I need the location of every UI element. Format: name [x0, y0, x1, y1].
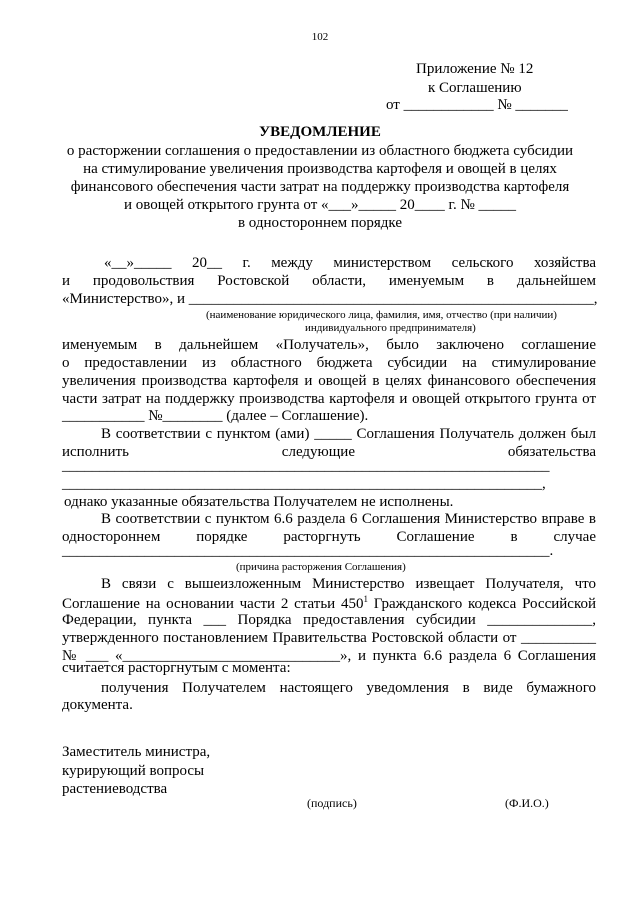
title-line-5: в одностороннем порядке	[237, 215, 403, 231]
intro-line-3: «Министерство», и ______________________________________________________,	[62, 291, 598, 307]
intro-line-1: «__»_____ 20__ г. между министерством сельского хозяйства	[104, 255, 596, 271]
reason-field: _________________________________________________________________.	[62, 543, 554, 559]
signatory-title-2: курирующий вопросы	[62, 763, 205, 779]
signature-label: (подпись)	[307, 796, 357, 810]
para4-line-5: № ___ «_____________________________», и пункта 6.6 раздела 6 Соглашения	[62, 648, 596, 664]
para4-line-1: В связи с вышеизложенным Министерство извещает Получателя, что	[101, 576, 596, 592]
title-line-1: о расторжении соглашения о предоставлении из областного бюджета субсидии	[66, 143, 574, 159]
intro-line-2: и продовольствия Ростовской области, именуемым в дальнейшем	[62, 273, 596, 289]
title-line-3: финансового обеспечения части затрат на поддержку производства картофеля	[70, 179, 570, 195]
annex-line-2: к Соглашению	[428, 80, 522, 96]
para3-line-1: В соответствии с пунктом 6.6 раздела 6 Соглашения Министерство вправе в	[101, 511, 596, 527]
para2-line-2: исполнить следующие обязательства	[62, 444, 596, 460]
para2-line-1: В соответствии с пунктом (ами) _____ Соглашения Получатель должен был	[101, 426, 596, 442]
para1-line-1: именуемым в дальнейшем «Получатель», было заключено соглашение	[62, 337, 596, 353]
signatory-title-3: растениеводства	[62, 781, 168, 797]
title-line-4: и овощей открытого грунта от «___»_____ 20____ г. № _____	[123, 197, 517, 213]
para3-line-2: одностороннем порядке расторгнуть Соглашение в случае	[62, 529, 596, 545]
title-line-2: на стимулирование увеличения производства картофеля и овощей в целях	[83, 161, 557, 177]
para1-line-4: части затрат на поддержку производства картофеля и овощей открытого грунта от	[62, 391, 596, 407]
annex-line-3: от ____________ № _______	[386, 97, 568, 113]
footnote-mark: 1	[363, 594, 368, 604]
para5-line-2: документа.	[62, 697, 133, 713]
page-number: 102	[311, 31, 329, 43]
para4-line-6: считается расторгнутым с момента:	[62, 660, 291, 676]
para4-line-2	[62, 594, 596, 613]
para4-line-2-b: Гражданского кодекса Российской	[367, 596, 596, 612]
para4-line-2-a: Соглашение на основании части 2 статьи 450	[62, 596, 364, 612]
obligations-field-2: ________________________________________________________________,	[62, 476, 546, 492]
para1-line-2: о предоставлении из областного бюджета субсидии на стимулирование	[62, 355, 596, 371]
para1-line-3: увеличения производства картофеля и овощей в целях финансового обеспечения	[62, 373, 596, 389]
para2-line-5: однако указанные обязательства Получателем не исполнены.	[64, 494, 454, 510]
recipient-name-note: (наименование юридического лица, фамилия, имя, отчество (при наличии)	[206, 309, 557, 321]
reason-note: (причина расторжения Соглашения)	[236, 561, 406, 573]
obligations-field-1: _________________________________________________________________	[62, 458, 550, 474]
para5-line-1: получения Получателем настоящего уведомления в виде бумажного	[101, 680, 596, 696]
annex-line-1: Приложение № 12	[416, 61, 534, 77]
para4-line-3: Федерации, пункта ___ Порядка предоставления субсидии ______________,	[62, 612, 596, 628]
para1-line-5: ___________ №________ (далее – Соглашение).	[62, 408, 369, 424]
para4-line-4: утвержденного постановлением Правительства Ростовской области от __________	[62, 630, 596, 646]
document-title: УВЕДОМЛЕНИЕ	[259, 124, 381, 140]
signatory-title-1: Заместитель министра,	[62, 744, 211, 760]
recipient-name-note-2: индивидуального предпринимателя)	[305, 322, 476, 334]
full-name-label: (Ф.И.О.)	[505, 796, 549, 810]
